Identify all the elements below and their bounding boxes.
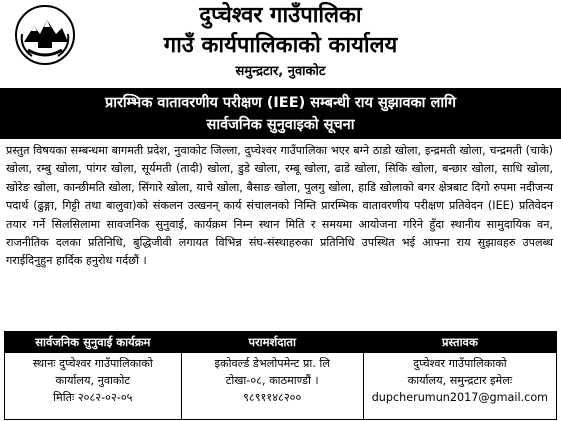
table-row <box>5 353 557 420</box>
consultant-address: टोखा-०८, काठमाण्डौं । <box>225 374 319 387</box>
consultant-name: इकोवर्ल्ड डेभलोपमेन्ट प्रा. लि <box>214 357 330 370</box>
notice-title-band <box>0 88 561 139</box>
proponent-address: कार्यालय, समुन्द्रटार इमेलः <box>407 374 513 387</box>
hearing-date: मितिः २०८२-०२-०५ <box>53 391 133 404</box>
proponent-cell <box>363 353 556 420</box>
consultant-phone: ९८९११४८२०० <box>243 391 302 404</box>
organization-name: दुप्चेश्वर गाउँपालिका <box>199 3 362 28</box>
notice-title-line1: प्रारम्भिक वातावरणीय परीक्षण (IEE) सम्बन्धी राय सुझावका लागि <box>104 95 456 111</box>
hearing-venue-cell <box>5 353 182 420</box>
header-public-hearing: सार्वजनिक सुनुवाई कार्यक्रम <box>5 332 182 353</box>
consultant-cell <box>181 353 363 420</box>
office-address: समुन्द्रटार, नुवाकोट <box>235 64 326 79</box>
table-header-row <box>5 332 557 353</box>
hearing-details-table <box>4 331 557 420</box>
office-name: गाउँ कार्यपालिकाको कार्यालय <box>163 33 398 58</box>
venue-line: स्थानः दुप्चेश्वर गाउँपालिकाको <box>32 357 153 370</box>
header-consultant: परामर्शदाता <box>181 332 363 353</box>
header-proponent: प्रस्तावक <box>363 332 556 353</box>
venue-line-2: कार्यालय, नुवाकोट <box>55 374 131 387</box>
proponent-email[interactable]: dupcherumun2017@gmail.com <box>371 391 549 404</box>
notice-body-paragraph: प्रस्तुत विषयका सम्बन्धमा बागमती प्रदेश, नुवाकोट जिल्ला, दुप्चेश्वर गाउँपालिका भएर बग्ने ठाडो खोला, इन्द्रमती खोला, चन्द्रमती (चाके) खोला, रम्बु खोला, पांगर खोला, सूर्यमती (तादी) खोला, डुडे खोला, रम्बू खोला, ढाडे खोला, सिकि खोला, बन्छार खोला, साधि खोला, खोरेङ खोला, कान्छीमति खोला, सिंगारे खोला, याचे खोला, बैसाङ खोला, पुलगु खोला, हाडि खोलाको बगर क्षेत्रबाट दिगो रुपमा नदीजन्य पदार्थ (ढुङ्गा, गिट्टी तथा बालुवा)को संकलन उत्खनन् कार्य संचालनको निम्ति प्रारम्भिक वातावरणीय परीक्षण प्रतिवेदन (IEE) प्रतिवेदन तयार गर्ने सिलसिलामा सावजनिक सुनुवाई, कार्यक्रम निम्न स्थान मिति र समयमा आयोजना गरिने हुँदा स्थानीय सामुदायिक वन, राजनीतिक दलका प्रतिनिधि, बुद्धिजीवी लगायत विभिन्न संघ-संस्थाहरुका प्रतिनिधि उपस्थित भई आफ्ना राय सुझावहरु उपलब्ध गराईदिनुहुन हार्दिक हनुरोध गर्दछौं । <box>6 144 553 268</box>
proponent-name: दुप्चेश्वर गाउँपालिकाको <box>413 357 507 370</box>
notice-title-line2: सार्वजनिक सुनुवाइको सूचना <box>206 117 355 133</box>
